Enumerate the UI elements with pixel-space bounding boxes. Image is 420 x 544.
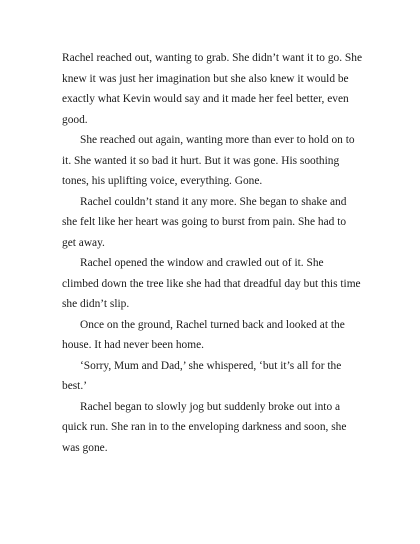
paragraph: She reached out again, wanting more than ever to hold on to it. She wanted it so bad it hurt. But it was gone. His soothing tones, his uplifting voice, everything. Gone. [62,134,355,187]
paragraph: Rachel reached out, wanting to grab. She didn’t want it to go. She knew it was just her imagination but she also knew it would be exactly what Kevin would say and it made her feel better, even good. [62,52,362,126]
paragraph: Rachel opened the window and crawled out of it. She climbed down the tree like she had that dreadful day but this time she didn’t slip. [62,257,361,310]
paragraph: Once on the ground, Rachel turned back and looked at the house. It had never been home. [62,318,345,351]
paragraph: ‘Sorry, Mum and Dad,’ she whispered, ‘but it’s all for the best.’ [62,359,342,392]
paragraph: Rachel began to slowly jog but suddenly broke out into a quick run. She ran in to the enveloping darkness and soon, she was gone. [62,400,347,454]
paragraph: Rachel couldn’t stand it any more. She began to shake and she felt like her heart was going to burst from pain. She had to get away. [62,195,347,249]
body-text [62,48,362,458]
